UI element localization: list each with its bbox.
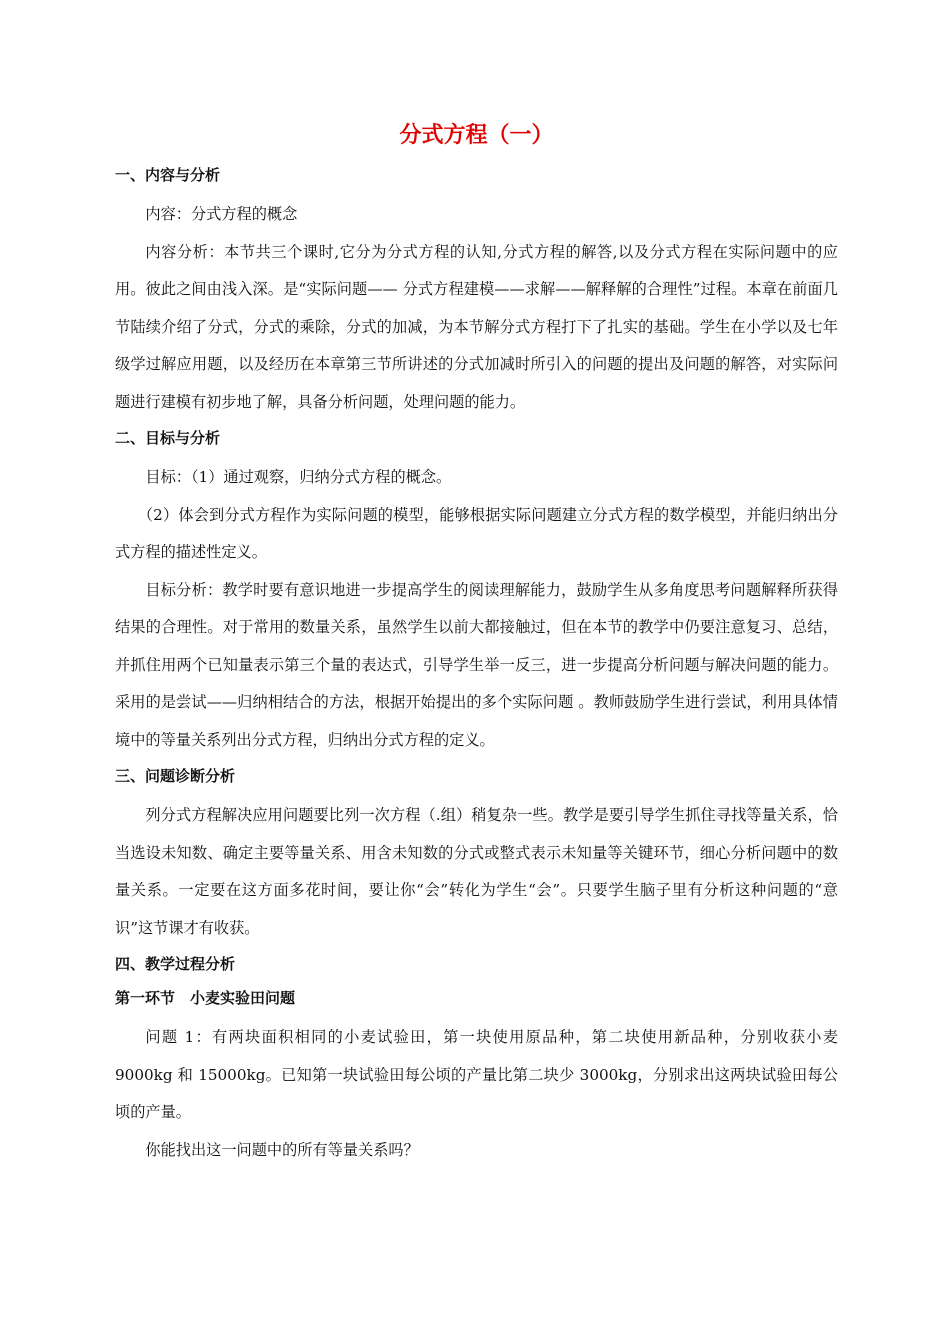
paragraph-goal-2: （2）体会到分式方程作为实际问题的模型，能够根据实际问题建立分式方程的数学模型，并能归纳出分式方程的描述性定义。	[115, 505, 838, 561]
paragraph-question: 你能找出这一问题中的所有等量关系吗？	[145, 1140, 419, 1159]
paragraph-goal-analysis: 目标分析：教学时要有意识地进一步提高学生的阅读理解能力，鼓励学生从多角度思考问题解释所获得结果的合理性。对于常用的数量关系，虽然学生以前大都接触过，但在本节的教学中仍要注意复习、总结，并抓住用两个已知量表示第三个量的表达式，引导学生举一反三，进一步提高分析问题与解决问题的能力。采用的是尝试——归纳相结合的方法，根据开始提出的多个实际问题 。教师鼓励学生进行尝试，利用具体情境中的等量关系列出分式方程，归纳出分式方程的定义。	[115, 580, 838, 749]
document-title: 分式方程（一）	[399, 123, 554, 148]
paragraph-content-analysis: 内容分析：本节共三个课时,它分为分式方程的认知,分式方程的解答,以及分式方程在实际问题中的应用。彼此之间由浅入深。是“实际问题—— 分式方程建模——求解——解释解的合理性”过程。本章在前面几节陆续介绍了分式，分式的乘除，分式的加减，为本节解分式方程打下了扎实的基础。学生在小学以及七年级学过解应用题，以及经历在本章第三节所讲述的分式加减时所引入的问题的提出及问题的解答，对实际问题进行建模有初步地了解，具备分析问题，处理问题的能力。	[115, 242, 838, 411]
paragraph-problem-1: 问题 1：有两块面积相同的小麦试验田，第一块使用原品种，第二块使用新品种，分别收获小麦 9000kg 和 15000kg。已知第一块试验田每公顷的产量比第二块少 3000kg，分别求出这两块试验田每公顷的产量。	[115, 1028, 838, 1121]
section-heading-problem-diagnosis: 三、问题诊断分析	[115, 767, 236, 785]
paragraph-content: 内容：分式方程的概念	[145, 205, 298, 223]
paragraph-problem-diagnosis: 列分式方程解决应用问题要比列一次方程（.组）稍复杂一些。教学是要引导学生抓住寻找等量关系，恰当选设未知数、确定主要等量关系、用含未知数的分式或整式表示未知量等关键环节，细心分析问题中的数量关系。一定要在这方面多花时间，要让你“会”转化为学生“会”。只要学生脑子里有分析这种问题的“意识”这节课才有收获。	[115, 806, 838, 937]
section-heading-content-analysis: 一、内容与分析	[115, 166, 221, 184]
section-heading-teaching-process: 四、教学过程分析	[115, 955, 236, 973]
paragraph-goal-1: 目标：（1）通过观察，归纳分式方程的概念。	[145, 468, 452, 486]
subheading-wheat-field: 第一环节 小麦实验田问题	[115, 989, 296, 1007]
section-heading-goals: 二、目标与分析	[115, 429, 221, 447]
